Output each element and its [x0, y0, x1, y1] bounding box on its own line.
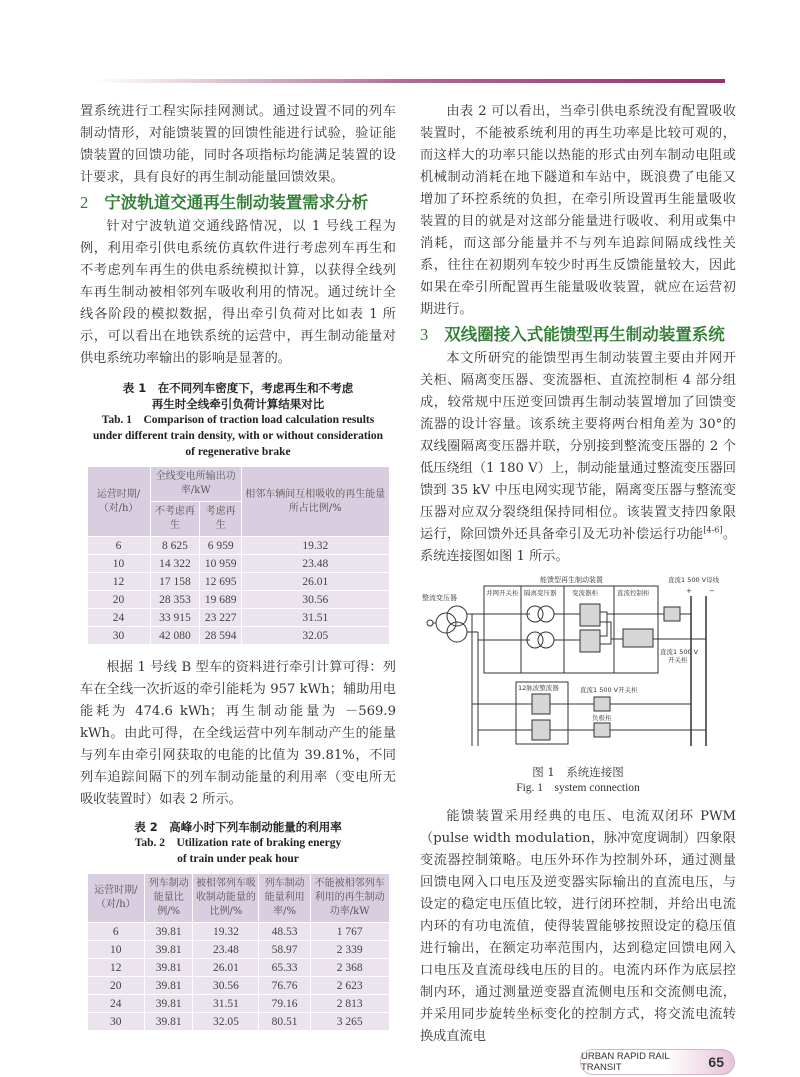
label-rectifier12: 12脉波整流器	[518, 684, 559, 692]
figure-caption-cn: 图 1 系统连接图	[532, 765, 624, 779]
col-header: 相邻车辆间互相吸收的再生能量所占比例/%	[242, 467, 389, 537]
col-header: 列车制动能量比例/%	[145, 874, 193, 923]
table-cell: 33 915	[150, 609, 200, 627]
table-cell: 20	[87, 977, 145, 995]
table-cell: 20	[87, 591, 150, 609]
table-1	[87, 466, 390, 645]
table-cell: 2 368	[310, 959, 389, 977]
table-cell: 23 227	[200, 609, 242, 627]
label-dc-switch-top: 直流1 500 V 开关柜	[660, 648, 699, 664]
table-cell: 26.01	[242, 573, 389, 591]
table-cell: 10	[87, 941, 145, 959]
dc-switch-bottom	[594, 697, 610, 711]
section-number: 3	[420, 325, 429, 344]
negative-cabinet	[594, 723, 610, 737]
label-neg-cabinet: 负极柜	[592, 714, 612, 722]
table-cell: 28 353	[150, 591, 200, 609]
table-cell: 1 767	[310, 923, 389, 941]
section-number: 2	[80, 193, 89, 212]
col-header: 列车制动能量利用率/%	[259, 874, 310, 923]
table-row	[87, 537, 389, 555]
dc-switch-top	[664, 607, 680, 621]
table-cell: 76.76	[259, 977, 310, 995]
table-cell: 24	[87, 995, 145, 1013]
col-header: 考虑再生	[200, 502, 242, 537]
label-dc-bus: 直流1 500 V母线	[668, 576, 720, 584]
journal-name: URBAN RAPID RAIL TRANSIT	[581, 1051, 670, 1073]
table-cell: 42 080	[150, 627, 200, 645]
table-cell: 39.81	[145, 995, 193, 1013]
table-cell: 30.56	[242, 591, 389, 609]
table-cell: 58.97	[259, 941, 310, 959]
table-cell: 6 959	[200, 537, 242, 555]
table-cell: 39.81	[145, 959, 193, 977]
table-row	[87, 1013, 389, 1031]
paragraph: 根据 1 号线 B 型车的资料进行牵引计算可得：列车在全线一次折返的牵引能耗为 957 kWh；辅助用电能耗为 474.6 kWh；再生制动能量为 －569.9 kWh。由此可得，在全线运营中列车制动产生的能量与列车由牵引网获取的电能的比值为 39.81%，不同列车追踪间隔下的列车制动能量的利用率（变电所无吸收装置时）如表 2 所示。	[80, 660, 396, 807]
table-cell: 19.32	[193, 923, 259, 941]
table-2	[87, 873, 390, 1031]
label-grid-switch: 并网开关柜	[486, 589, 519, 597]
paragraph: 置系统进行工程实际挂网测试。通过设置不同的列车制动情形，对能馈装置的回馈性能进行试验，验证能馈装置的回馈功能，同时各项指标均能满足装置的设计要求，具有良好的再生制动能量回馈效果。	[80, 104, 396, 185]
paragraph: 能馈装置采用经典的电压、电流双闭环 PWM（pulse width modulation，脉冲宽度调制）四象限变流器控制策略。电压外环作为控制外环，通过测量回馈电网入口电压及逆变器实际输出的直流电压，与设定的稳定电压值比较，进行闭环控制，并给出电流内环的有功电流值，使得装置能够按照设定的稳压值进行输出，在额定功率范围内，达到稳定回馈电网入口电压及直流母线电压的目的。电流内环作为底层控制内环，通过测量逆变器直流侧电压和交流侧电流，并采用同步旋转坐标变化的控制方式，将交流电流转换成直流电	[420, 809, 736, 1044]
table-row	[87, 591, 389, 609]
label-iso-transformer: 隔离变压器	[524, 589, 557, 597]
table-cell: 12 695	[200, 573, 242, 591]
label-dc-control: 直流控制柜	[617, 589, 650, 597]
table-cell: 2 623	[310, 977, 389, 995]
paragraph-text: 本文所研究的能馈型再生制动装置主要由并网开关柜、隔离变压器、变流器柜、直流控制柜 4 部分组成，较常规中压逆变回馈再生制动装置增加了回馈变流器的设计容量。该系统主要将两台相角差为 30°的双线圈隔离变压器并联，分别接到整流变压器的 2 个低压绕组（1 180 V）上，制动能量通过整流变压器回馈到 35 kV 中压电网实现节能，隔离变压器与整流变压器对应双分裂绕组保持同相位。该装置支持四象限运行，除回馈外还具备牵引及无功补偿运行功能	[420, 351, 736, 542]
table-caption-cn: 表 2 高峰小时下列车制动能量的利用率	[134, 820, 342, 834]
table-cell: 30.56	[193, 977, 259, 995]
col-header: 不考虑再生	[150, 502, 200, 537]
table-cell: 17 158	[150, 573, 200, 591]
table-cell: 2 813	[310, 995, 389, 1013]
table-cell: 39.81	[145, 977, 193, 995]
table-cell: 8 625	[150, 537, 200, 555]
header-rule	[95, 79, 725, 83]
table-cell: 39.81	[145, 1013, 193, 1031]
page-number: 65	[708, 1054, 724, 1070]
dc-control-unit	[623, 629, 653, 647]
table-cell: 79.16	[259, 995, 310, 1013]
table-cell: 2 339	[310, 941, 389, 959]
table-cell: 31.51	[242, 609, 389, 627]
table-row	[87, 959, 389, 977]
citation: [4-6]	[703, 525, 723, 535]
table-cell: 12	[87, 959, 145, 977]
paragraph: 由表 2 可以看出，当牵引供电系统没有配置吸收装置时，不能被系统利用的再生功率是比较可观的，而这样大的功率只能以热能的形式由列车制动电阻或机械制动消耗在地下隧道和车站中，既浪费了电能又增加了环控系统的负担，在牵引所设置再生能量吸收装置的目的就是对这部分能量进行吸收、利用或集中消耗，而这部分能量并不与列车追踪间隔成线性关系，往往在初期列车较少时再生反馈能量较大，因此如果在牵引所配置再生能量吸收装置，就应在运营初期进行。	[420, 104, 736, 317]
table-cell: 12	[87, 573, 150, 591]
table-cell: 10	[87, 555, 150, 573]
label-minus: −	[709, 587, 715, 595]
figure-caption-en: Fig. 1 system connection	[516, 782, 640, 794]
table-cell: 26.01	[193, 959, 259, 977]
table-cell: 30	[87, 1013, 145, 1031]
section-title: 宁波轨道交通再生制动装置需求分析	[104, 193, 369, 212]
table-row	[87, 555, 389, 573]
label-plus: +	[686, 587, 692, 595]
converter-2	[580, 630, 600, 652]
paragraph: 针对宁波轨道交通线路情况，以 1 号线工程为例，利用牵引供电系统仿真软件进行考虑列车再生和不考虑列车再生的供电系统模拟计算，以获得全线列车再生制动被相邻列车吸收利用的情况。通过统计全线各阶段的模拟数据，得出牵引负荷对比如表 1 所示，可以看出在地铁系统的运营中，再生制动能量对供电系统功率输出的影响是显著的。	[80, 219, 396, 366]
table-cell: 3 265	[310, 1013, 389, 1031]
table-cell: 65.33	[259, 959, 310, 977]
table-row	[87, 627, 389, 645]
table-cell: 10 959	[200, 555, 242, 573]
col-header: 被相邻列车吸收制动能量的比例/%	[193, 874, 259, 923]
section-title: 双线圈接入式能馈型再生制动装置系统	[444, 325, 725, 344]
table-cell: 32.05	[193, 1013, 259, 1031]
label-converter: 变流器柜	[572, 589, 598, 597]
page-footer	[580, 1049, 735, 1075]
table-cell: 32.05	[242, 627, 389, 645]
table-cell: 31.51	[193, 995, 259, 1013]
table-row	[87, 573, 389, 591]
paragraph	[420, 348, 736, 568]
col-header: 运营时期/（对/h）	[87, 874, 145, 923]
label-dc-switch-bottom: 直流1 500 V开关柜	[580, 686, 638, 694]
table-cell: 39.81	[145, 923, 193, 941]
label-device: 能馈型再生制动装置	[540, 576, 603, 584]
col-header: 运营时期/（对/h）	[87, 467, 150, 537]
col-header: 不能被相邻列车利用的再生制动功率/kW	[310, 874, 389, 923]
table-caption-cn: 表 1 在不同列车密度下，考虑再生和不考虑再生时全线牵引负荷计算结果对比	[122, 381, 354, 411]
table-caption-en: Tab. 2 Utilization rate of braking energy of train under peak hour	[134, 837, 342, 865]
table-cell: 23.48	[242, 555, 389, 573]
col-header: 全线变电所输出功率/kW	[150, 467, 242, 502]
section-heading	[420, 323, 736, 347]
table-cell: 24	[87, 609, 150, 627]
table-row	[87, 977, 389, 995]
table-cell: 39.81	[145, 941, 193, 959]
section-heading	[80, 191, 396, 215]
table-cell: 6	[87, 923, 145, 941]
table-row	[87, 995, 389, 1013]
table-cell: 14 322	[150, 555, 200, 573]
table-row	[87, 941, 389, 959]
table-cell: 19 689	[200, 591, 242, 609]
label-rect-transformer: 整流变压器	[422, 594, 457, 602]
table-cell: 28 594	[200, 627, 242, 645]
table-cell: 23.48	[193, 941, 259, 959]
left-column	[80, 101, 396, 1031]
converter-1	[580, 604, 600, 626]
table-cell: 80.51	[259, 1013, 310, 1031]
table-cell: 48.53	[259, 923, 310, 941]
figure-1-diagram	[420, 574, 736, 764]
table-row	[87, 923, 389, 941]
table-caption-en: Tab. 1 Comparison of traction load calculation results under different train density, with or without consideration of regenerative brake	[92, 414, 384, 458]
right-column	[420, 101, 736, 1048]
paragraph-text: 。系统连接图如图 1 所示。	[420, 527, 737, 564]
table-cell: 19.32	[242, 537, 389, 555]
table-cell: 6	[87, 537, 150, 555]
table-cell: 30	[87, 627, 150, 645]
table-row	[87, 609, 389, 627]
